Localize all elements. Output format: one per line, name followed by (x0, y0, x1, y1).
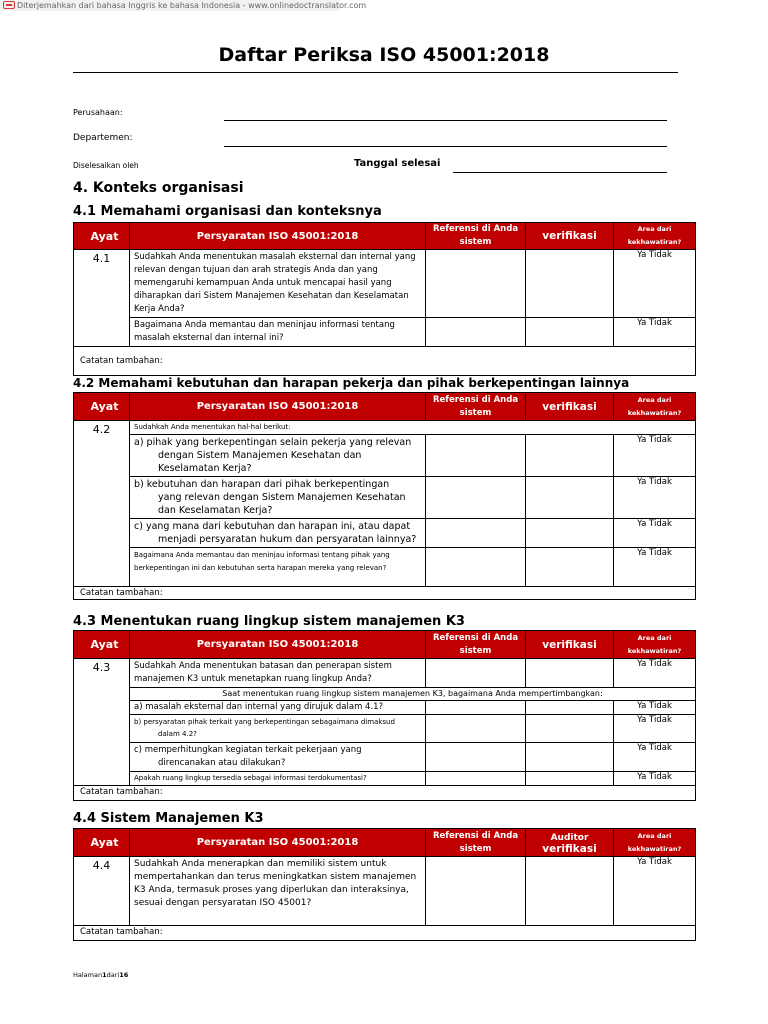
header-referensi-line1: Referensi di Anda (432, 830, 519, 841)
table-4-3 (73, 630, 696, 801)
header-verifikasi: verifikasi (526, 631, 614, 659)
yes-no-cell[interactable]: Ya Tidak (614, 701, 696, 715)
header-persyaratan: Persyaratan ISO 45001:2018 (130, 223, 426, 250)
table-header-row (74, 829, 696, 857)
additional-notes[interactable]: Catatan tambahan: (74, 786, 696, 801)
reference-cell[interactable] (426, 743, 526, 772)
header-referensi-line2: sistem (459, 237, 492, 247)
table-row (74, 659, 696, 688)
header-area-line2: kekhawatiran? (627, 408, 682, 417)
verification-cell[interactable] (526, 715, 614, 743)
table-4-4 (73, 828, 696, 941)
table-4-1 (73, 222, 696, 376)
requirement-line: c) memperhitungkan kegiatan terkait pekerjaan yang (134, 745, 362, 755)
reference-cell[interactable] (426, 477, 526, 519)
yes-no-cell[interactable]: Ya Tidak (614, 743, 696, 772)
header-persyaratan: Persyaratan ISO 45001:2018 (130, 829, 426, 857)
header-verifikasi: verifikasi (526, 393, 614, 421)
requirement-text (130, 477, 426, 519)
header-area-line2: kekhawatiran? (627, 844, 682, 853)
requirement-intro: Saat menentukan ruang lingkup sistem manajemen K3, bagaimana Anda mempertimbangkan: (130, 688, 696, 701)
header-area-line1: Area dari (637, 633, 672, 642)
yes-no-cell[interactable]: Ya Tidak (614, 250, 696, 318)
company-field[interactable] (224, 120, 667, 121)
completion-date-field[interactable] (453, 172, 667, 173)
table-row (74, 318, 696, 347)
requirement-text: Apakah ruang lingkup tersedia sebagai informasi terdokumentasi? (130, 772, 426, 786)
section-4-heading: 4. Konteks organisasi (73, 180, 244, 196)
header-referensi (426, 631, 526, 659)
requirement-line: yang relevan dengan Sistem Manajemen Kesehatan dan Keselamatan Kerja? (158, 492, 406, 516)
footer-of-label: dari (106, 971, 120, 979)
banner-text: Diterjemahkan dari bahasa Inggris ke bahasa Indonesia - www.onlinedoctranslator.com (17, 1, 367, 10)
clause-number: 4.4 (74, 857, 130, 926)
header-area (614, 631, 696, 659)
header-persyaratan: Persyaratan ISO 45001:2018 (130, 393, 426, 421)
requirement-text (130, 715, 426, 743)
header-area-line1: Area dari (637, 225, 672, 233)
footer-total-pages: 16 (119, 971, 129, 979)
header-referensi-line2: sistem (459, 407, 492, 418)
reference-cell[interactable] (426, 701, 526, 715)
reference-cell[interactable] (426, 250, 526, 318)
header-ayat: Ayat (74, 631, 130, 659)
section-4-2-heading: 4.2 Memahami kebutuhan dan harapan pekerja dan pihak berkepentingan lainnya (73, 376, 630, 390)
reference-cell[interactable] (426, 772, 526, 786)
verification-cell[interactable] (526, 250, 614, 318)
additional-notes[interactable]: Catatan tambahan: (74, 926, 696, 941)
section-4-4-heading: 4.4 Sistem Manajemen K3 (73, 811, 264, 826)
reference-cell[interactable] (426, 548, 526, 587)
yes-no-cell[interactable]: Ya Tidak (614, 715, 696, 743)
department-label: Departemen: (73, 133, 133, 143)
header-referensi (426, 829, 526, 857)
table-4-2 (73, 392, 696, 600)
clause-number: 4.1 (74, 250, 130, 347)
notes-row (74, 347, 696, 376)
table-header-row (74, 223, 696, 250)
header-verifikasi: verifikasi (526, 223, 614, 250)
section-4-3-heading: 4.3 Menentukan ruang lingkup sistem manajemen K3 (73, 614, 465, 629)
notes-row (74, 587, 696, 600)
requirement-text (130, 519, 426, 548)
yes-no-cell[interactable]: Ya Tidak (614, 548, 696, 587)
requirement-line: menjadi persyaratan hukum dan persyaratan lainnya? (158, 534, 417, 545)
requirement-line: b) kebutuhan dan harapan dari pihak berkepentingan (134, 479, 390, 490)
table-row (74, 715, 696, 743)
yes-no-cell[interactable]: Ya Tidak (614, 318, 696, 347)
company-label: Perusahaan: (73, 108, 123, 117)
footer-page-label: Halaman (73, 971, 103, 979)
header-area (614, 829, 696, 857)
title-divider (73, 72, 678, 73)
requirement-line: a) pihak yang berkepentingan selain pekerja yang relevan (134, 437, 412, 448)
header-area-line1: Area dari (637, 831, 672, 840)
reference-cell[interactable] (426, 857, 526, 926)
reference-cell[interactable] (426, 519, 526, 548)
requirement-line: dengan Sistem Manajemen Kesehatan dan Keselamatan Kerja? (158, 450, 362, 474)
notes-row (74, 786, 696, 801)
page-footer (73, 971, 128, 979)
header-auditor: Auditor (550, 832, 589, 843)
translator-logo-icon (3, 1, 15, 9)
table-row (74, 435, 696, 477)
requirement-line: b) persyaratan pihak terkait yang berkepentingan sebagaimana dimaksud (134, 718, 395, 726)
translator-banner (0, 0, 367, 11)
header-referensi (426, 393, 526, 421)
reference-cell[interactable] (426, 659, 526, 688)
requirement-line: direncanakan atau dilakukan? (158, 758, 286, 768)
yes-no-cell[interactable]: Ya Tidak (614, 659, 696, 688)
header-area-line2: kekhawatiran? (627, 238, 682, 246)
table-header-row (74, 393, 696, 421)
reference-cell[interactable] (426, 318, 526, 347)
department-field[interactable] (224, 146, 667, 147)
header-area-line1: Area dari (637, 395, 672, 404)
header-ayat: Ayat (74, 829, 130, 857)
header-area (614, 393, 696, 421)
clause-number: 4.3 (74, 659, 130, 786)
yes-no-cell[interactable]: Ya Tidak (614, 435, 696, 477)
additional-notes[interactable]: Catatan tambahan: (74, 587, 696, 600)
header-referensi (426, 223, 526, 250)
header-referensi-line2: sistem (459, 843, 492, 854)
table-row (74, 477, 696, 519)
verification-cell[interactable] (526, 519, 614, 548)
header-referensi-line1: Referensi di Anda (432, 394, 519, 405)
header-area-line2: kekhawatiran? (627, 646, 682, 655)
completed-by-label: Diselesaikan oleh (73, 161, 139, 170)
verification-cell[interactable] (526, 743, 614, 772)
notes-row (74, 926, 696, 941)
footer-page-number: 1 (102, 971, 107, 979)
table-row (74, 688, 696, 701)
verification-cell[interactable] (526, 548, 614, 587)
table-row (74, 701, 696, 715)
clause-number: 4.2 (74, 421, 130, 587)
completion-date-label: Tanggal selesai (354, 158, 441, 169)
table-row (74, 743, 696, 772)
yes-no-cell[interactable]: Ya Tidak (614, 477, 696, 519)
table-row (74, 857, 696, 926)
verification-cell[interactable] (526, 318, 614, 347)
reference-cell[interactable] (426, 435, 526, 477)
header-referensi-line1: Referensi di Anda (432, 224, 519, 234)
table-header-row (74, 631, 696, 659)
requirement-text: a) masalah eksternal dan internal yang dirujuk dalam 4.1? (130, 701, 426, 715)
requirement-text: Sudahkah Anda menerapkan dan memiliki sistem untuk mempertahankan dan terus meningkatkan sistem manajemen K3 Anda, termasuk proses yang diperlukan dan interaksinya, sesuai dengan persyaratan ISO 45001? (130, 857, 426, 926)
requirement-text (130, 435, 426, 477)
yes-no-cell[interactable]: Ya Tidak (614, 519, 696, 548)
header-ayat: Ayat (74, 393, 130, 421)
table-row (74, 519, 696, 548)
table-row (74, 250, 696, 318)
table-row (74, 548, 696, 587)
verification-cell[interactable] (526, 659, 614, 688)
header-verifikasi: verifikasi (542, 842, 597, 855)
requirement-line: c) yang mana dari kebutuhan dan harapan ini, atau dapat (134, 521, 411, 532)
verification-cell[interactable] (526, 435, 614, 477)
table-row (74, 772, 696, 786)
requirement-line: dalam 4.2? (158, 730, 197, 738)
document-title: Daftar Periksa ISO 45001:2018 (218, 44, 550, 66)
section-4-1-heading: 4.1 Memahami organisasi dan konteksnya (73, 204, 382, 219)
requirement-text: Sudahkah Anda menentukan batasan dan penerapan sistem manajemen K3 untuk menetapkan ruang lingkup Anda? (130, 659, 426, 688)
requirement-intro: Sudahkah Anda menentukan hal-hal berikut: (130, 421, 696, 435)
header-referensi-line1: Referensi di Anda (432, 632, 519, 643)
header-auditor-verifikasi (526, 829, 614, 857)
yes-no-cell[interactable]: Ya Tidak (614, 772, 696, 786)
requirement-text (130, 743, 426, 772)
header-referensi-line2: sistem (459, 645, 492, 656)
yes-no-cell[interactable]: Ya Tidak (614, 857, 696, 926)
reference-cell[interactable] (426, 715, 526, 743)
verification-cell[interactable] (526, 701, 614, 715)
requirement-text: Bagaimana Anda memantau dan meninjau informasi tentang masalah eksternal dan internal ini? (130, 318, 426, 347)
header-area (614, 223, 696, 250)
verification-cell[interactable] (526, 477, 614, 519)
header-ayat: Ayat (74, 223, 130, 250)
header-persyaratan: Persyaratan ISO 45001:2018 (130, 631, 426, 659)
additional-notes[interactable]: Catatan tambahan: (74, 347, 696, 376)
verification-cell[interactable] (526, 772, 614, 786)
requirement-text: Bagaimana Anda memantau dan meninjau informasi tentang pihak yang berkepentingan ini dan kebutuhan serta harapan mereka yang relevan? (130, 548, 426, 587)
verification-cell[interactable] (526, 857, 614, 926)
requirement-text: Sudahkah Anda menentukan masalah eksternal dan internal yang relevan dengan tujuan dan arah strategis Anda dan yang memengaruhi kemampuan Anda untuk mencapai hasil yang diharapkan dari Sistem Manajemen Kesehatan dan Keselamatan Kerja Anda? (130, 250, 426, 318)
table-row (74, 421, 696, 435)
